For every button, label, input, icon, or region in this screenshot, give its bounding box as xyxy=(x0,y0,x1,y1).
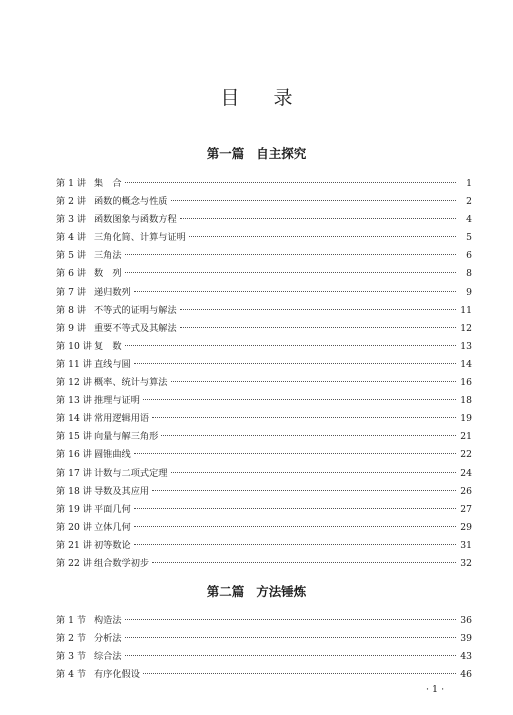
dot-leader xyxy=(171,200,457,201)
toc-entry-page: 19 xyxy=(460,413,472,425)
toc-entry[interactable] xyxy=(56,374,472,392)
toc-entry-title: 计数与二项式定理 xyxy=(94,467,168,479)
toc-entry[interactable] xyxy=(56,193,472,211)
toc-entry-number: 第 10 讲 xyxy=(56,340,92,352)
toc-entry-title: 分析法 xyxy=(94,633,122,645)
toc-entry[interactable] xyxy=(56,630,472,648)
toc-entry-page: 6 xyxy=(466,250,472,262)
toc-entry-number: 第 12 讲 xyxy=(56,377,92,389)
toc-entry-page: 9 xyxy=(466,286,472,298)
toc-entry-page: 21 xyxy=(460,431,472,443)
toc-entry-number: 第 18 讲 xyxy=(56,485,92,497)
toc-entry[interactable] xyxy=(56,265,472,283)
toc-entry-title: 组合数学初步 xyxy=(94,557,150,569)
dot-leader xyxy=(125,254,456,255)
toc-entry-page: 12 xyxy=(460,322,472,334)
toc-entry-title: 圆锥曲线 xyxy=(94,449,131,461)
toc-entry-page: 16 xyxy=(460,377,472,389)
dot-leader xyxy=(134,363,456,364)
dot-leader xyxy=(125,345,456,346)
toc-entry-number: 第 8 讲 xyxy=(56,304,87,316)
toc-entry-number: 第 15 讲 xyxy=(56,431,92,443)
toc-entry[interactable] xyxy=(56,666,472,684)
toc-list-part-2 xyxy=(56,612,472,684)
toc-entry[interactable] xyxy=(56,428,472,446)
dot-leader xyxy=(152,490,456,491)
part-name: 自主探究 xyxy=(256,146,307,161)
dot-leader xyxy=(125,619,456,620)
dot-leader xyxy=(152,417,456,418)
toc-entry-title: 概率、统计与算法 xyxy=(94,377,168,389)
dot-leader xyxy=(171,472,457,473)
toc-entry-number: 第 2 讲 xyxy=(56,196,87,208)
toc-entry-number: 第 1 节 xyxy=(56,615,87,626)
toc-entry-number: 第 19 讲 xyxy=(56,503,92,515)
toc-entry-title: 集 合 xyxy=(94,178,122,189)
part-heading xyxy=(0,584,513,600)
toc-entry-title: 导数及其应用 xyxy=(94,485,150,497)
toc-entry-page: 29 xyxy=(460,521,472,533)
toc-entry-number: 第 11 讲 xyxy=(56,358,92,370)
toc-entry-number: 第 6 讲 xyxy=(56,268,87,280)
toc-entry-number: 第 21 讲 xyxy=(56,539,92,551)
toc-entry[interactable] xyxy=(56,356,472,374)
toc-entry-title: 初等数论 xyxy=(94,539,131,551)
toc-entry-title: 平面几何 xyxy=(94,503,131,515)
toc-entry[interactable] xyxy=(56,465,472,483)
dot-leader xyxy=(125,637,456,638)
toc-entry-page: 5 xyxy=(466,232,472,244)
toc-entry-title: 递归数列 xyxy=(94,286,131,298)
toc-entry-number: 第 4 讲 xyxy=(56,232,87,244)
toc-entry[interactable] xyxy=(56,446,472,464)
dot-leader xyxy=(171,381,457,382)
page-title: 目 录 xyxy=(220,87,307,109)
toc-entry-number: 第 7 讲 xyxy=(56,286,87,298)
toc-entry-title: 立体几何 xyxy=(94,521,131,533)
toc-entry[interactable] xyxy=(56,555,472,573)
dot-leader xyxy=(180,309,456,310)
toc-entry-title: 三角化简、计算与证明 xyxy=(94,232,186,244)
toc-entry[interactable] xyxy=(56,537,472,555)
dot-leader xyxy=(125,182,456,183)
toc-entry[interactable] xyxy=(56,392,472,410)
toc-entry-number: 第 13 讲 xyxy=(56,395,92,407)
toc-entry-page: 2 xyxy=(466,196,472,208)
toc-entry-number: 第 20 讲 xyxy=(56,521,92,533)
toc-entry[interactable] xyxy=(56,175,472,193)
dot-leader xyxy=(189,236,456,237)
toc-entry-title: 向量与解三角形 xyxy=(94,431,159,443)
dot-leader xyxy=(143,399,456,400)
dot-leader xyxy=(180,327,456,328)
part-number: 第一篇 xyxy=(206,146,245,161)
toc-entry-page: 39 xyxy=(460,633,472,645)
toc-entry-page: 8 xyxy=(466,268,472,280)
toc-entry[interactable] xyxy=(56,211,472,229)
dot-leader xyxy=(161,435,456,436)
toc-entry-page: 26 xyxy=(460,485,472,497)
toc-entry-number: 第 22 讲 xyxy=(56,557,92,569)
toc-entry-page: 32 xyxy=(460,557,472,569)
toc-entry-number: 第 1 讲 xyxy=(56,178,87,189)
toc-entry-title: 函数的概念与性质 xyxy=(94,196,168,208)
toc-entry-title: 不等式的证明与解法 xyxy=(94,304,177,316)
toc-entry-page: 36 xyxy=(460,615,472,626)
toc-entry-title: 常用逻辑用语 xyxy=(94,413,150,425)
toc-entry-number: 第 3 讲 xyxy=(56,214,87,226)
toc-entry-page: 27 xyxy=(460,503,472,515)
dot-leader xyxy=(180,218,456,219)
toc-entry[interactable] xyxy=(56,648,472,666)
toc-entry-page: 46 xyxy=(460,669,472,681)
toc-entry-page: 24 xyxy=(460,467,472,479)
dot-leader xyxy=(134,453,456,454)
dot-leader xyxy=(152,562,456,563)
toc-entry-title: 有序化假设 xyxy=(94,669,140,681)
toc-entry[interactable] xyxy=(56,501,472,519)
toc-entry-title: 综合法 xyxy=(94,651,122,663)
toc-entry-title: 推理与证明 xyxy=(94,395,140,407)
dot-leader xyxy=(134,291,456,292)
toc-entry-title: 复 数 xyxy=(94,340,122,352)
toc-entry-page: 14 xyxy=(460,358,472,370)
toc-entry-page: 18 xyxy=(460,395,472,407)
toc-list-part-1 xyxy=(56,175,472,573)
part-heading xyxy=(0,146,513,162)
toc-entry-page: 13 xyxy=(460,340,472,352)
toc-entry-number: 第 4 节 xyxy=(56,669,87,681)
toc-entry-number: 第 2 节 xyxy=(56,633,87,645)
toc-entry-number: 第 9 讲 xyxy=(56,322,87,334)
toc-entry[interactable] xyxy=(56,284,472,302)
toc-entry[interactable] xyxy=(56,229,472,247)
toc-entry-page: 1 xyxy=(466,178,472,189)
toc-entry-number: 第 5 讲 xyxy=(56,250,87,262)
toc-entry[interactable] xyxy=(56,519,472,537)
toc-entry[interactable] xyxy=(56,338,472,356)
dot-leader xyxy=(134,526,456,527)
toc-entry-number: 第 3 节 xyxy=(56,651,87,663)
toc-entry[interactable] xyxy=(56,612,472,630)
toc-entry[interactable] xyxy=(56,302,472,320)
toc-entry-title: 直线与圆 xyxy=(94,358,131,370)
toc-entry-title: 构造法 xyxy=(94,615,122,626)
toc-entry-title: 三角法 xyxy=(94,250,122,262)
dot-leader xyxy=(125,655,456,656)
dot-leader xyxy=(134,544,456,545)
toc-entry-title: 数 列 xyxy=(94,268,122,280)
toc-entry-page: 4 xyxy=(466,214,472,226)
toc-entry[interactable] xyxy=(56,410,472,428)
part-name: 方法锤炼 xyxy=(256,584,307,599)
toc-entry-page: 43 xyxy=(460,651,472,663)
part-number: 第二篇 xyxy=(206,584,245,599)
toc-entry-page: 22 xyxy=(460,449,472,461)
page-number: · 1 · xyxy=(426,684,445,695)
dot-leader xyxy=(134,508,456,509)
toc-entry-page: 11 xyxy=(460,304,472,316)
toc-entry-number: 第 17 讲 xyxy=(56,467,92,479)
toc-entry-number: 第 16 讲 xyxy=(56,449,92,461)
toc-entry-title: 函数图象与函数方程 xyxy=(94,214,177,226)
dot-leader xyxy=(143,673,456,674)
toc-entry[interactable] xyxy=(56,483,472,501)
toc-entry[interactable] xyxy=(56,247,472,265)
toc-entry-title: 重要不等式及其解法 xyxy=(94,322,177,334)
toc-entry[interactable] xyxy=(56,320,472,338)
dot-leader xyxy=(125,272,456,273)
toc-entry-number: 第 14 讲 xyxy=(56,413,92,425)
toc-entry-page: 31 xyxy=(460,539,472,551)
